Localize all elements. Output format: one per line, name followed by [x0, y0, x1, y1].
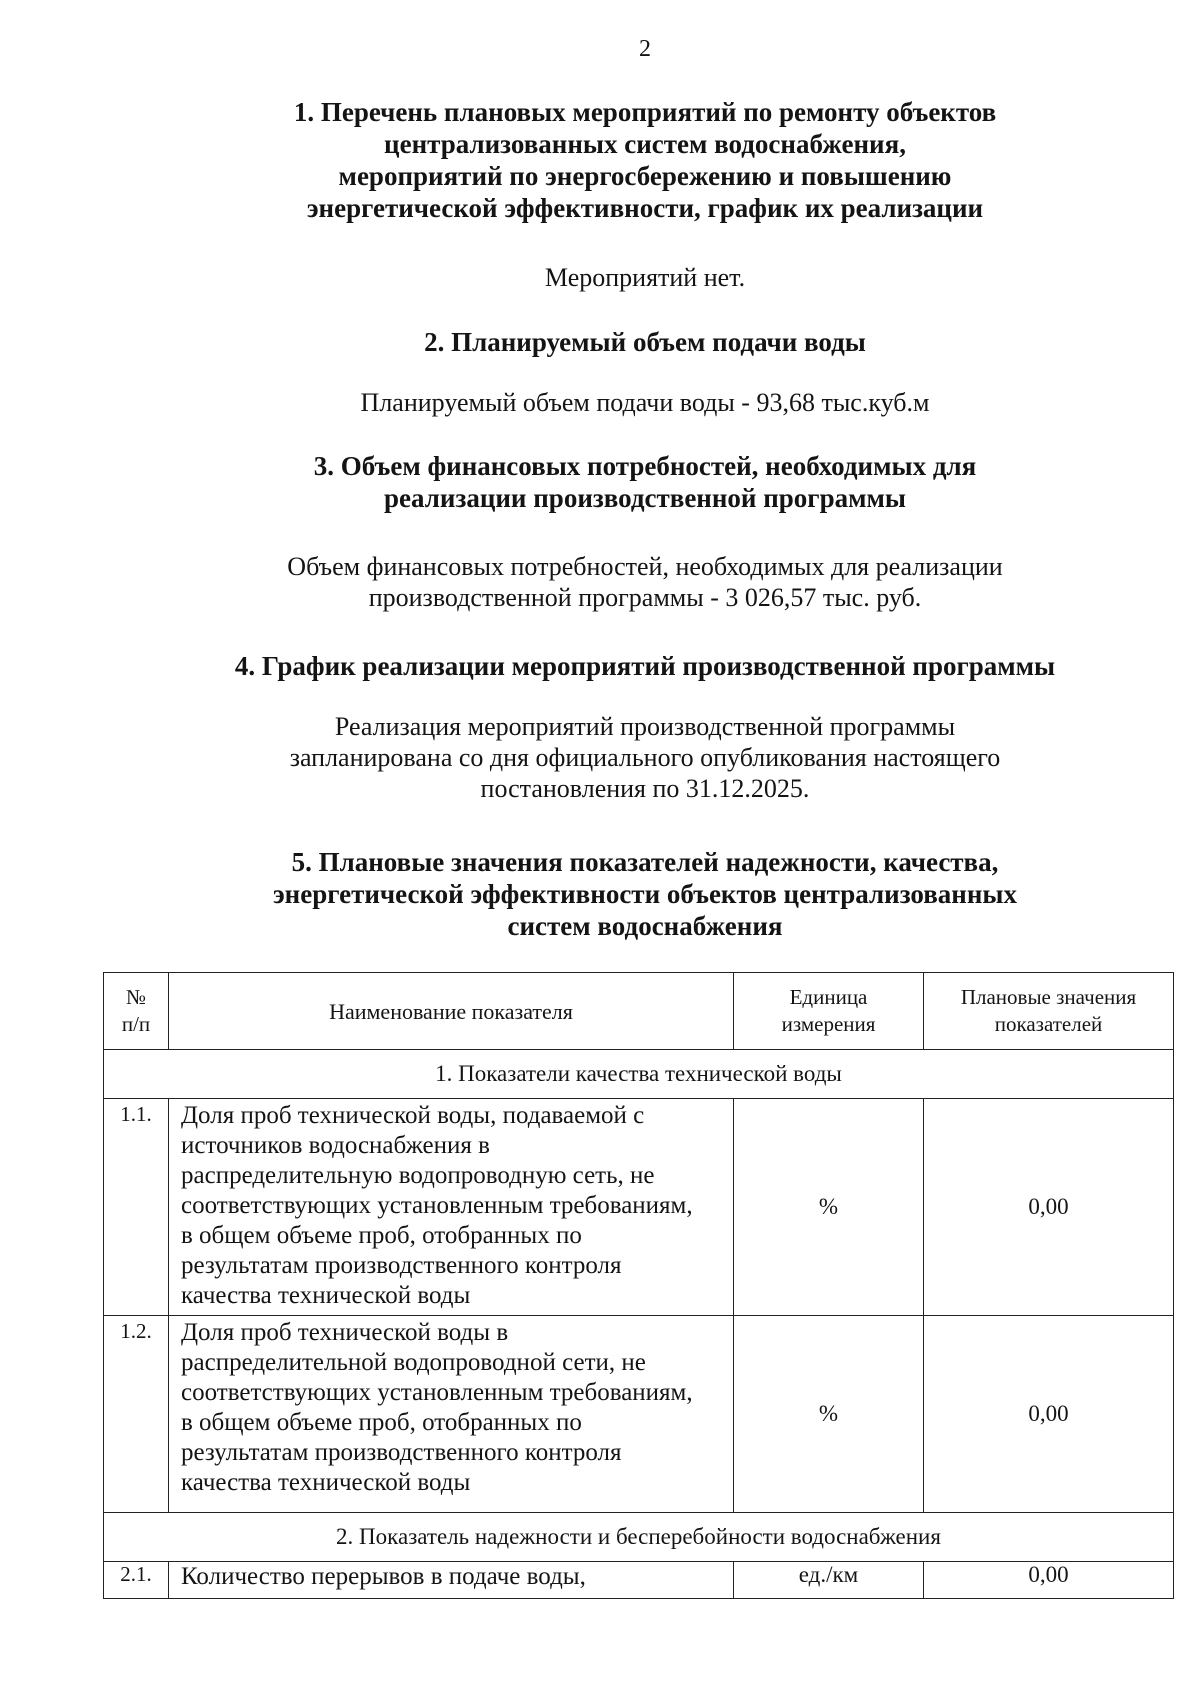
row-name-line: источников водоснабжения в: [181, 1132, 490, 1159]
header-value-line: показателей: [994, 1012, 1103, 1036]
section-4-text: [0, 711, 1200, 804]
table-row: [104, 1562, 1174, 1599]
row-value: 0,00: [924, 1099, 1174, 1316]
page-number: 2: [639, 36, 651, 62]
header-value-line: Плановые значения: [960, 985, 1137, 1009]
row-name-line: результатам производственного контроля: [181, 1252, 622, 1279]
table-group-row: [104, 1513, 1174, 1562]
section-3-heading-line: реализации производственной программы: [384, 483, 906, 513]
row-num: 1.2.: [104, 1316, 169, 1513]
section-5-heading-line: систем водоснабжения: [507, 911, 783, 941]
row-name-line: распределительной водопроводной сети, не: [181, 1349, 646, 1376]
row-name-line: Доля проб технической воды, подаваемой с: [181, 1102, 645, 1129]
header-num: [104, 973, 169, 1050]
section-5-heading-line: 5. Плановые значения показателей надежности, качества,: [291, 847, 999, 877]
header-name: Наименование показателя: [169, 973, 734, 1050]
row-name-line: соответствующих установленным требованиям,: [181, 1192, 693, 1219]
header-num-line: №: [125, 985, 147, 1009]
row-name-line: результатам производственного контроля: [181, 1439, 622, 1466]
section-3-text: [0, 551, 1200, 613]
table-header-row: [104, 973, 1174, 1050]
section-4-heading: 4. График реализации мероприятий производственной программы: [234, 651, 1056, 681]
header-num-line: п/п: [121, 1012, 151, 1036]
row-name: [169, 1316, 734, 1513]
section-1-heading-line: централизованных систем водоснабжения,: [384, 129, 906, 159]
row-unit: %: [734, 1099, 924, 1316]
section-2-text: Планируемый объем подачи воды - 93,68 тыс.куб.м: [360, 388, 930, 417]
row-unit: ед./км: [734, 1562, 924, 1599]
section-5-heading-line: энергетической эффективности объектов централизованных: [272, 879, 1017, 909]
section-1-text: Мероприятий нет.: [544, 263, 746, 292]
header-unit-line: измерения: [781, 1012, 876, 1036]
row-unit: %: [734, 1316, 924, 1513]
section-1-heading-line: 1. Перечень плановых мероприятий по ремонту объектов: [293, 97, 997, 127]
section-3-text-line: производственной программы - 3 026,57 тыс. руб.: [368, 583, 922, 612]
table-group-row: [104, 1050, 1174, 1099]
row-name-line: в общем объеме проб, отобранных по: [181, 1409, 582, 1436]
indicators-table: [103, 972, 1174, 1599]
group-2-title: 2. Показатель надежности и бесперебойности водоснабжения: [104, 1513, 1174, 1562]
section-4-text-line: Реализация мероприятий производственной программы: [334, 712, 956, 741]
row-name-line: соответствующих установленным требованиям,: [181, 1379, 693, 1406]
header-value: [924, 973, 1174, 1050]
row-name-line: Доля проб технической воды в: [181, 1319, 509, 1346]
group-1-title: 1. Показатели качества технической воды: [104, 1050, 1174, 1099]
section-3-heading-line: 3. Объем финансовых потребностей, необходимых для: [313, 451, 977, 481]
section-5-heading: [0, 846, 1200, 942]
row-num: 2.1.: [104, 1562, 169, 1599]
row-value: 0,00: [924, 1316, 1174, 1513]
row-name: [169, 1099, 734, 1316]
table-row: [104, 1099, 1174, 1316]
section-3-heading: [0, 450, 1200, 514]
section-4-text-line: запланирована со дня официального опубликования настоящего: [289, 743, 1001, 772]
section-1-heading: [0, 96, 1200, 224]
header-unit-line: Единица: [789, 985, 868, 1009]
section-1-heading-line: энергетической эффективности, график их реализации: [306, 193, 984, 223]
row-value: 0,00: [924, 1562, 1174, 1599]
section-2-heading: 2. Планируемый объем подачи воды: [424, 327, 866, 357]
row-name: Количество перерывов в подаче воды,: [169, 1562, 734, 1599]
header-unit: [734, 973, 924, 1050]
row-name-line: качества технической воды: [181, 1282, 471, 1309]
section-1-heading-line: мероприятий по энергосбережению и повышению: [338, 161, 952, 191]
row-name-line: в общем объеме проб, отобранных по: [181, 1222, 582, 1249]
table-row: [104, 1316, 1174, 1513]
section-3-text-line: Объем финансовых потребностей, необходимых для реализации: [287, 552, 1003, 581]
row-name-line: качества технической воды: [181, 1469, 471, 1496]
section-4-text-line: постановления по 31.12.2025.: [480, 774, 810, 803]
row-num: 1.1.: [104, 1099, 169, 1316]
row-name-line: распределительную водопроводную сеть, не: [181, 1162, 655, 1189]
